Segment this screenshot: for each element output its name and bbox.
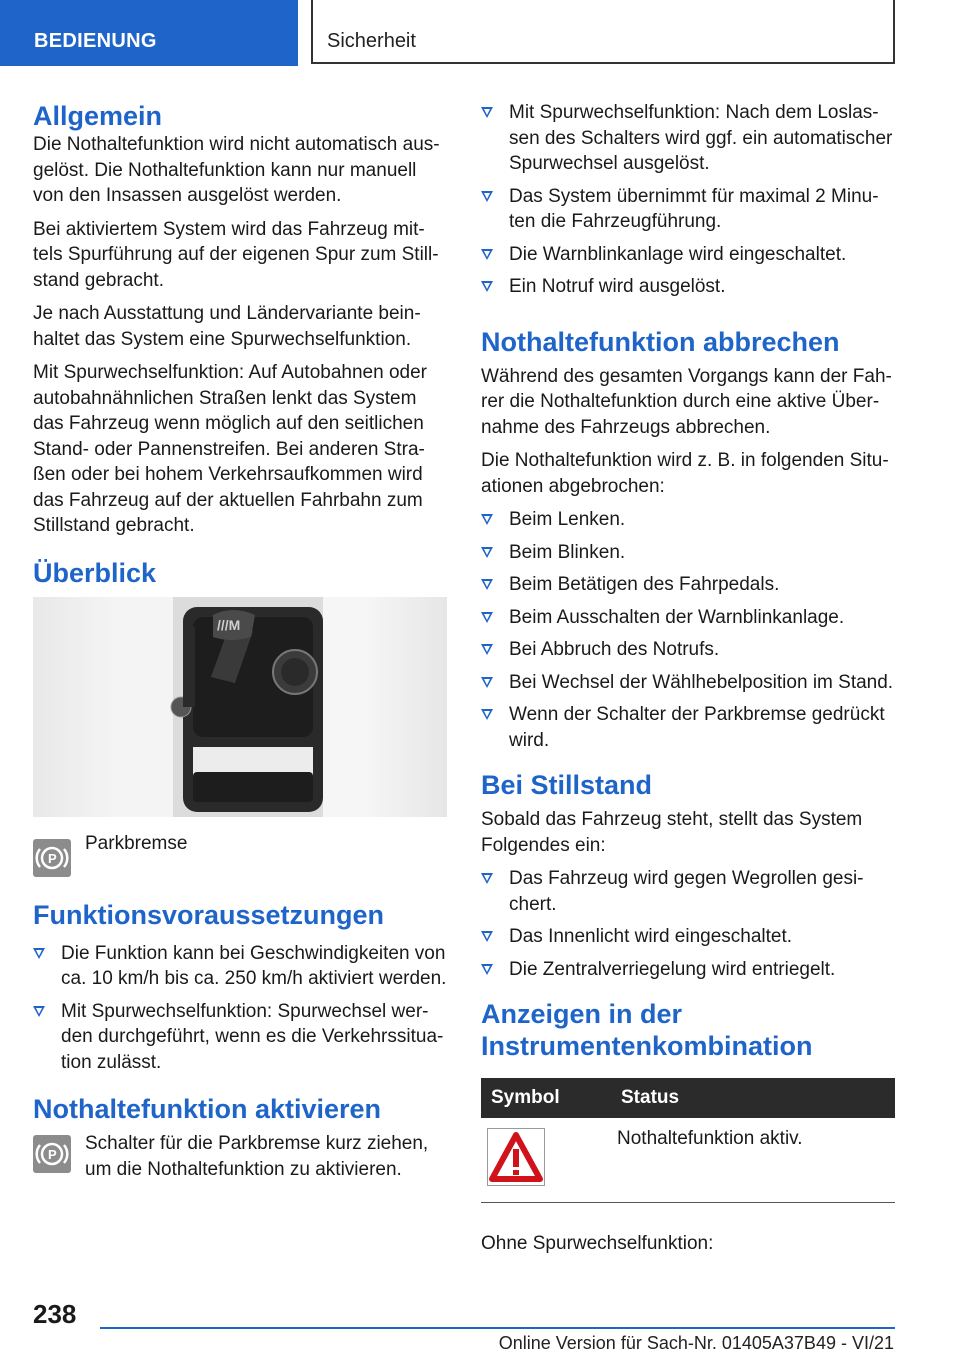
center-console-image	[33, 597, 447, 817]
triangle-bullet-icon	[481, 107, 493, 118]
list-item: Bei Abbruch des Notrufs.	[481, 637, 895, 663]
list-item: Die Funktion kann bei Geschwindigkeiten von ca. 10 km/h bis ca. 250 km/h aktiviert werden.	[33, 941, 447, 992]
footer-text: Online Version für Sach-Nr. 01405A37B49 - VI/21	[498, 1333, 894, 1353]
section-tab	[0, 0, 298, 66]
abbrechen-list	[481, 507, 895, 753]
parkbremse-row	[33, 832, 447, 877]
heading-stillstand: Bei Stillstand	[481, 770, 653, 800]
footer-divider	[100, 1327, 895, 1329]
paragraph: Ohne Spurwechselfunktion:	[481, 1233, 714, 1254]
parkbremse-label: Parkbremse	[85, 832, 188, 854]
aktivieren-text: Schalter für die Parkbremse kurz ziehen, um die Nothaltefunktion zu aktivieren.	[85, 1133, 429, 1180]
triangle-bullet-icon	[33, 1006, 45, 1017]
paragraph: Während des gesamten Vorgangs kann der Fahrer die Nothaltefunktion durch eine aktive Übernahme des Fahrzeugs abbrechen.	[481, 365, 892, 438]
left-column	[33, 100, 447, 1196]
list-item: Das Innenlicht wird eingeschaltet.	[481, 924, 895, 950]
stillstand-list	[481, 866, 895, 982]
table-row	[481, 1118, 895, 1203]
triangle-bullet-icon	[33, 948, 45, 959]
paragraph: Die Nothaltefunktion wird nicht automatisch ausgelöst. Die Nothaltefunktion kann nur manuell von den Insassen ausgelöst werden.	[33, 134, 440, 206]
triangle-bullet-icon	[481, 709, 493, 720]
triangle-bullet-icon	[481, 931, 493, 942]
list-item: Das Fahrzeug wird gegen Wegrollen gesichert.	[481, 866, 895, 917]
symbol-cell	[481, 1118, 611, 1203]
list-item: Ein Notruf wird ausgelöst.	[481, 274, 895, 300]
heading-abbrechen: Nothaltefunktion abbrechen	[481, 326, 840, 357]
list-item: Beim Blinken.	[481, 540, 895, 566]
list-item: Die Warnblinkanlage wird eingeschaltet.	[481, 242, 895, 268]
list-item: Beim Ausschalten der Warnblinkanlage.	[481, 605, 895, 631]
triangle-bullet-icon	[481, 873, 493, 884]
triangle-bullet-icon	[481, 281, 493, 292]
heading-allgemein: Allgemein	[33, 101, 163, 131]
triangle-bullet-icon	[481, 612, 493, 623]
list-item: Beim Lenken.	[481, 507, 895, 533]
list-item: Das System übernimmt für maximal 2 Minuten die Fahrzeugführung.	[481, 184, 895, 235]
column-header-symbol: Symbol	[481, 1078, 611, 1118]
paragraph: Bei aktiviertem System wird das Fahrzeug mittels Spurführung auf der eigenen Spur zum Stillstand gebracht.	[33, 218, 439, 291]
paragraph: Je nach Ausstattung und Ländervariante beinhaltet das System eine Spurwechselfunktion.	[33, 303, 421, 350]
chapter-header	[311, 0, 895, 64]
parking-brake-icon	[33, 839, 71, 877]
triangle-bullet-icon	[481, 547, 493, 558]
triangle-bullet-icon	[481, 191, 493, 202]
triangle-bullet-icon	[481, 249, 493, 260]
funktion-list	[33, 941, 447, 1076]
list-item: Mit Spurwechselfunktion: Spurwechsel werden durchgeführt, wenn es die Verkehrssituation zulässt.	[33, 999, 447, 1076]
list-item: Wenn der Schalter der Parkbremse gedrückt wird.	[481, 702, 895, 753]
aktivieren-row	[33, 1131, 447, 1182]
list-item: Beim Betätigen des Fahrpedals.	[481, 572, 895, 598]
svg-text:///M: ///M	[217, 616, 241, 633]
triangle-bullet-icon	[481, 579, 493, 590]
triangle-bullet-icon	[481, 514, 493, 525]
status-cell: Nothaltefunktion aktiv.	[611, 1118, 895, 1203]
heading-anzeigen: Anzeigen in der Instrumentenkombination	[481, 999, 813, 1061]
list-item: Mit Spurwechselfunktion: Nach dem Loslassen des Schalters wird ggf. ein automatischer Spurwechsel ausgelöst.	[481, 100, 895, 177]
svg-text:P: P	[48, 850, 57, 866]
right-column	[481, 100, 895, 1265]
page-number: 238	[33, 1299, 77, 1329]
status-table	[481, 1078, 895, 1203]
heading-funktionsvoraussetzungen: Funktionsvoraussetzungen	[33, 899, 385, 930]
triangle-bullet-icon	[481, 644, 493, 655]
section-label: BEDIENUNG	[34, 30, 157, 52]
heading-ueberblick: Überblick	[33, 557, 157, 588]
column-header-status: Status	[611, 1078, 895, 1118]
parking-brake-icon	[33, 1135, 71, 1173]
warning-triangle-icon	[487, 1128, 545, 1186]
triangle-bullet-icon	[481, 964, 493, 975]
system-actions-list	[481, 100, 895, 300]
triangle-bullet-icon	[481, 677, 493, 688]
paragraph: Die Nothaltefunktion wird z. B. in folgenden Situationen abgebrochen:	[481, 450, 889, 497]
paragraph: Mit Spurwechselfunktion: Auf Autobahnen oder autobahnähnlichen Straßen lenkt das System das Fahrzeug wenn möglich auf den seitlichen Stand- oder Pannenstreifen. Bei anderen Straßen oder bei hohem Verkehrsaufkommen wird das Fahrzeug auf der aktuellen Fahrbahn zum Stillstand gebracht.	[33, 362, 427, 536]
paragraph: Sobald das Fahrzeug steht, stellt das System Folgendes ein:	[481, 809, 863, 856]
heading-aktivieren: Nothaltefunktion aktivieren	[33, 1094, 382, 1124]
list-item: Die Zentralverriegelung wird entriegelt.	[481, 957, 895, 983]
list-item: Bei Wechsel der Wählhebelposition im Stand.	[481, 670, 895, 696]
chapter-title: Sicherheit	[327, 30, 416, 52]
svg-text:P: P	[48, 1147, 57, 1162]
